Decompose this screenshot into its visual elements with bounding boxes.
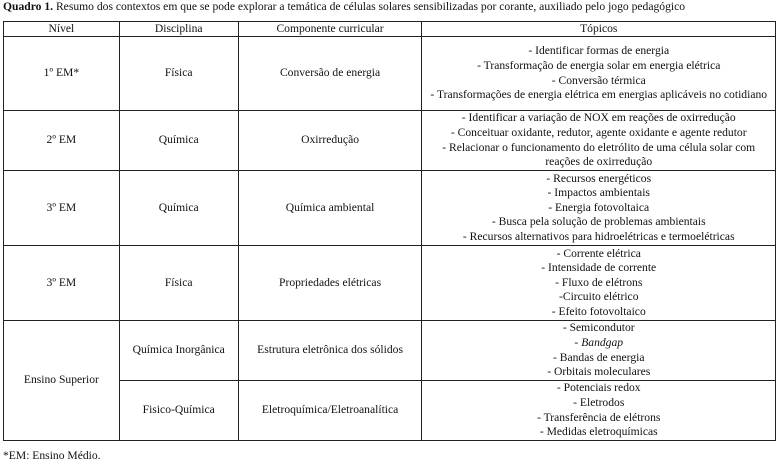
header-nivel: Nível xyxy=(4,22,120,37)
table-caption xyxy=(3,0,779,14)
cell-disciplina: Física xyxy=(119,246,238,321)
header-disciplina: Disciplina xyxy=(119,22,238,37)
topic-item: - Medidas eletroquímicas xyxy=(539,425,658,439)
caption-label: Quadro 1. xyxy=(3,0,54,13)
cell-topicos xyxy=(422,111,776,171)
cell-topicos xyxy=(422,246,776,321)
topic-item: - Efeito fotovoltaico xyxy=(551,304,646,318)
topic-italic-term: Bandgap xyxy=(581,335,624,349)
header-topicos: Tópicos xyxy=(422,22,776,37)
topic-item: - Energia fotovoltaica xyxy=(548,200,650,214)
cell-topicos xyxy=(422,171,776,246)
cell-nivel-superior: Ensino Superior xyxy=(4,321,120,441)
cell-componente: Conversão de energia xyxy=(238,37,422,111)
topic-item xyxy=(425,336,772,351)
topic-item: - Bandas de energia xyxy=(552,350,645,364)
caption-text: Resumo dos contextos em que se pode explorar a temática de células solares sensibilizadas por corante, auxiliado pelo jogo pedagógico xyxy=(53,0,686,13)
header-componente: Componente curricular xyxy=(238,22,422,37)
cell-componente: Oxirredução xyxy=(238,111,422,171)
topic-item: - Intensidade de corrente xyxy=(541,261,657,275)
cell-nivel: 3º EM xyxy=(4,171,120,246)
cell-disciplina: Química xyxy=(119,171,238,246)
cell-componente: Química ambiental xyxy=(238,171,422,246)
cell-disciplina: Química xyxy=(119,111,238,171)
header-row xyxy=(4,22,776,37)
topic-item: - Recursos energéticos xyxy=(546,171,652,185)
table-row xyxy=(4,111,776,171)
curriculum-table xyxy=(3,21,776,441)
topic-item: - Eletrodos xyxy=(573,395,625,409)
cell-componente: Eletroquímica/Eletroanalítica xyxy=(238,381,422,441)
topic-item: - Busca pela solução de problemas ambientais xyxy=(491,215,706,229)
topic-item: - Conversão térmica xyxy=(551,73,646,87)
topic-item: - Recursos alternativos para hidroelétricas e termoelétricas xyxy=(462,229,735,243)
topic-prefix: - xyxy=(574,335,582,349)
topic-item: - Conceituar oxidante, redutor, agente oxidante e agente redutor xyxy=(450,125,747,139)
topic-item: - Potenciais redox xyxy=(556,381,641,395)
topic-item: - Relacionar o funcionamento do eletrólito de uma célula solar com reações de oxirredução xyxy=(442,140,756,169)
topic-item: - Fluxo de elétrons xyxy=(555,275,643,289)
table-row xyxy=(4,171,776,246)
topic-item: -Circuito elétrico xyxy=(558,290,639,304)
topic-item: - Corrente elétrica xyxy=(556,246,641,260)
table-row xyxy=(4,246,776,321)
topic-item: - Semicondutor xyxy=(562,321,635,335)
table-row xyxy=(4,381,776,441)
cell-topicos xyxy=(422,37,776,111)
table-row xyxy=(4,321,776,381)
topic-item: - Transformações de energia elétrica em energias aplicáveis no cotidiano xyxy=(430,88,768,102)
topic-item: - Impactos ambientais xyxy=(547,186,650,200)
cell-componente: Propriedades elétricas xyxy=(238,246,422,321)
cell-topicos xyxy=(422,321,776,381)
cell-nivel: 1º EM* xyxy=(4,37,120,111)
topic-item: - Transferência de elétrons xyxy=(537,410,661,424)
cell-nivel: 2º EM xyxy=(4,111,120,171)
topic-item: - Transformação de energia solar em energia elétrica xyxy=(477,58,721,72)
cell-topicos xyxy=(422,381,776,441)
cell-componente: Estrutura eletrônica dos sólidos xyxy=(238,321,422,381)
topic-item: - Identificar formas de energia xyxy=(528,44,670,58)
topic-item: - Orbitais moleculares xyxy=(547,365,651,379)
cell-disciplina: Fisico-Química xyxy=(119,381,238,441)
cell-disciplina: Química Inorgânica xyxy=(119,321,238,381)
table-row xyxy=(4,37,776,111)
topic-item: - Identificar a variação de NOX em reações de oxirredução xyxy=(461,111,736,125)
footnote: *EM: Ensino Médio. xyxy=(3,449,101,462)
cell-nivel: 3º EM xyxy=(4,246,120,321)
cell-disciplina: Física xyxy=(119,37,238,111)
